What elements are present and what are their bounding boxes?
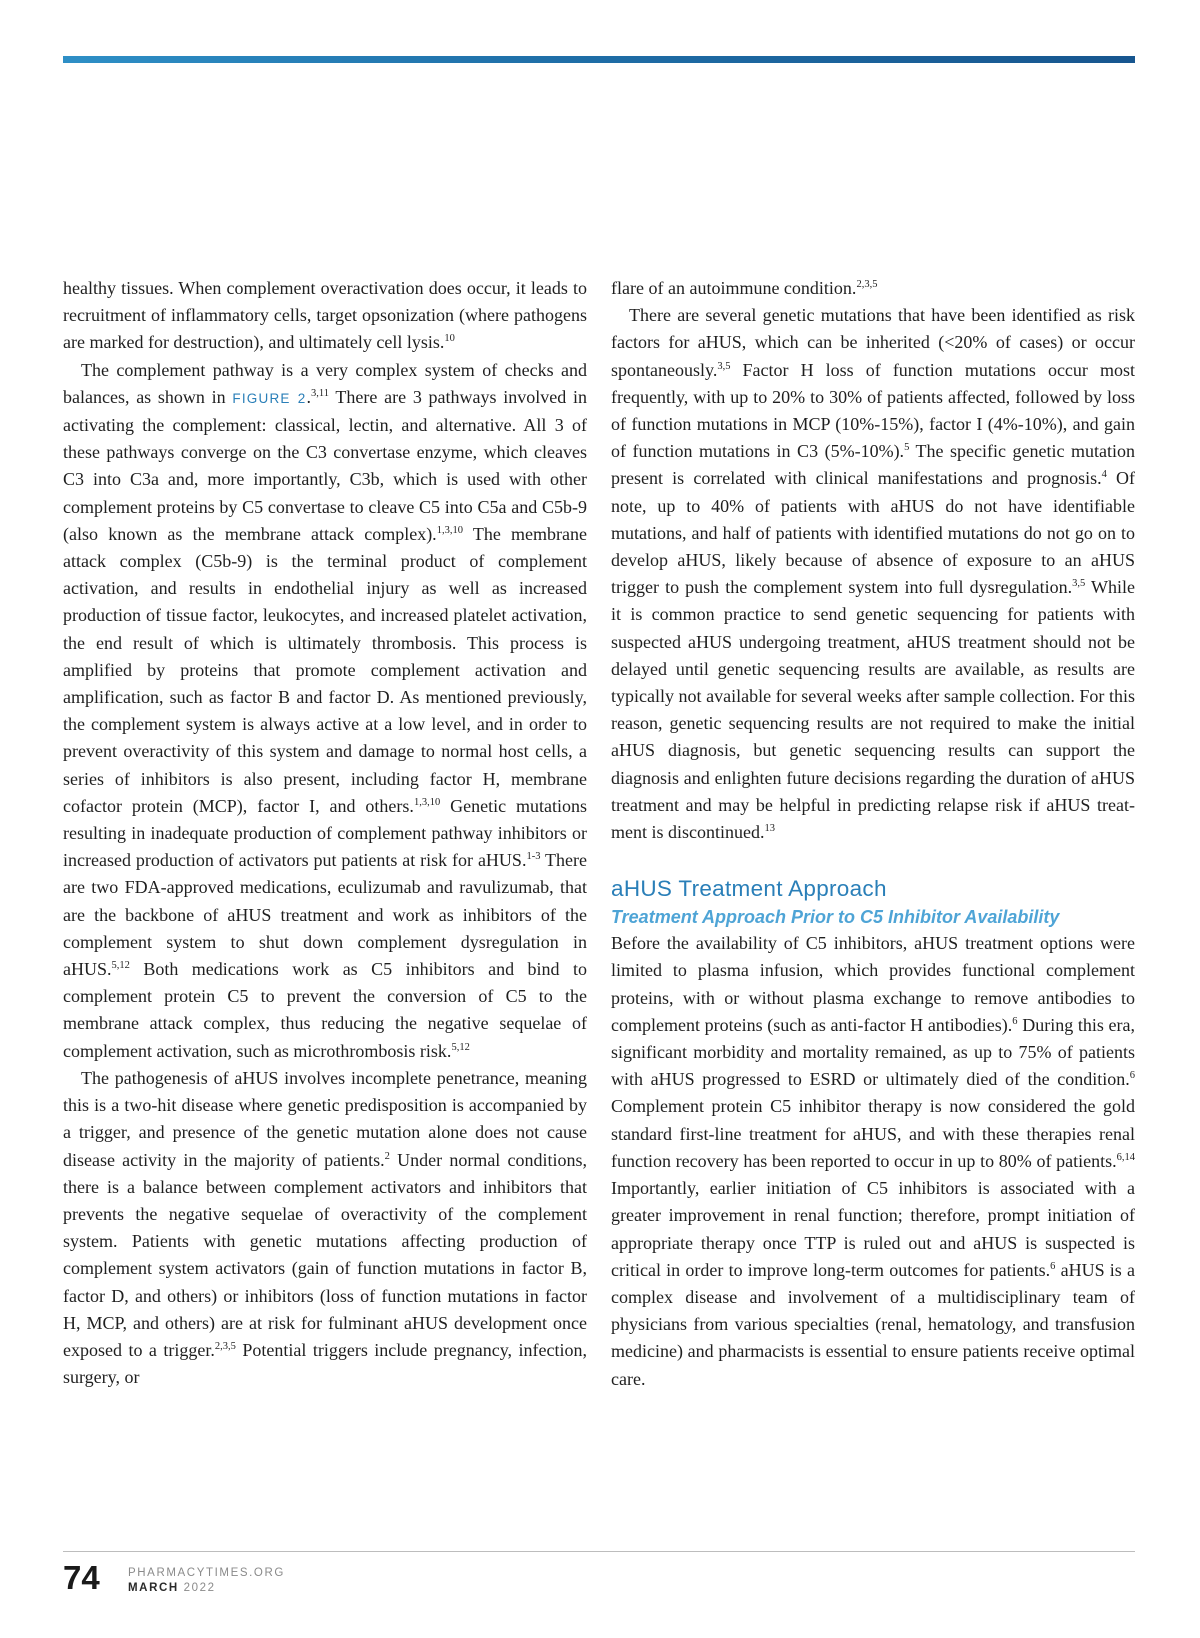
citation: 13 <box>764 823 775 835</box>
left-paragraph-3: The pathogenesis of aHUS involves incomplete penetrance, meaning this is a two-hit disease where genetic predisposition is accompanied by a trigger, and presence of the genetic mutation alone does not cause disease activity in the majority of patients.$^2$ Under normal conditions, there is a balance between complement activators and inhibitors that prevents the negative sequelae of overactivity of the complement system. Patients with genetic mutations affecting production of complement system activators (gain of function mutations in factor B, factor D, and others) or inhibitors (loss of function mutations in factor H, MCP, and others) are at risk for fulminant aHUS development once exposed to a trigger.$^{2,3,5}$ Potential triggers include pregnancy, infection, surgery, or <box>63 1067 588 1388</box>
citation: 5,12 <box>111 960 130 972</box>
citation: 1-3 <box>526 851 541 863</box>
citation: 5 <box>904 442 910 454</box>
citation: 2,3,5 <box>856 279 878 290</box>
figure-2-reference[interactable]: FIGURE 2 <box>232 390 307 406</box>
top-accent-rule <box>63 56 1135 63</box>
citation: 6,14 <box>1116 1151 1135 1163</box>
right-paragraph-1: flare of an autoimmune condition.$^{2,3,5}$ <box>611 278 878 298</box>
section-heading: aHUS Treatment Approach <box>611 876 887 902</box>
issue-date <box>128 1581 285 1596</box>
left-paragraph-1: healthy tissues. When complement overactivation does occur, it leads to recruitment of inflammatory cells, target opsonization (where pathogens are marked for destruction), and ultimately cell lysis.$^{10}$ <box>63 278 587 353</box>
citation: 6 <box>1012 1015 1018 1027</box>
citation: 10 <box>444 333 455 345</box>
citation: 2,3,5 <box>214 1340 236 1352</box>
citation: 3,11 <box>311 387 329 399</box>
issue-month: MARCH <box>128 1582 179 1594</box>
citation: 3,5 <box>717 360 731 372</box>
footer-rule <box>63 1551 1135 1552</box>
sub-heading: Treatment Approach Prior to C5 Inhibitor Availability <box>611 907 1060 928</box>
page-number: 74 <box>63 1559 100 1596</box>
citation: 2 <box>384 1150 390 1162</box>
issue-year: 2022 <box>183 1582 216 1594</box>
left-paragraph-2: The complement pathway is a very complex system of checks and balances, as shown in FIGURE 2.$^{3,11}$ There are 3 pathways involved in activating the complement: classical, lectin, and alternative. All 3 of these pathways converge on the C3 convertase enzyme, which cleaves C3 into C3a and, more importantly, C3b, which is used with other complement proteins by C5 convertase to cleave C5 into C5a and C5b-9 (also known as the membrane attack complex).$^{1,3,10}$ The membrane attack complex (C5b-9) is the terminal product of complement activation, and results in endothelial injury as well as increased production of tissue factor, leukocytes, and increased platelet activation, the end result of which is ultimately thrombosis. This process is amplified by proteins that promote complement activation and amplification, such as factor B and factor D. As mentioned previously, the complement system is always active at a low level, and in order to prevent overactivity of this system and damage to normal host cells, a series of inhibitors is also present, including factor H, membrane cofactor protein (MCP), factor I, and others.$^{1,3,10}$ Genetic mutations resulting in inadequate production of complement pathway inhibitors or increased production of activators put patients at risk for aHUS.$^{1-3}$ There are two FDA-approved medications, eculizumab and ravulizumab, that are the backbone of aHUS treatment and work as inhibitors of the complement system to shut down complement dysregulation in aHUS.$^{5,12}$ Both medications work as C5 inhibitors and bind to complement protein C5 to prevent the conversion of C5 to the membrane attack complex, thus reducing the negative sequelae of complement activation, such as microthrombosis risk.$^{5,12}$ <box>63 359 587 1061</box>
citation: 6 <box>1129 1070 1135 1082</box>
citation: 1,3,10 <box>436 524 463 536</box>
citation: 5,12 <box>451 1041 470 1053</box>
citation: 1,3,10 <box>413 796 441 808</box>
publication-footer <box>128 1566 285 1596</box>
left-column <box>63 275 587 1391</box>
site-url[interactable]: PHARMACYTIMES.ORG <box>128 1567 285 1579</box>
right-column <box>611 275 1135 1393</box>
right-paragraph-3: Before the availability of C5 inhibitors, aHUS treatment options were limited to plasma infusion, which provides functional complement proteins, with or without plasma exchange to remove antibodies to complement proteins (such as anti-factor H antibodies).$^6$ During this era, significant morbidity and mortality remained, as up to 75% of patients with aHUS progressed to ESRD or ultimately died of the condition.$^6$ Complement protein C5 inhibitor therapy is now considered the gold standard first-line treatment for aHUS, and with these therapies renal function recovery has been reported to occur in up to 80% of patients.$^{6,14}$ Importantly, earlier initiation of C5 inhibitors is associated with a greater improvement in renal function; therefore, prompt initiation of appropriate therapy once TTP is ruled out and aHUS is suspected is critical in order to improve long-term outcomes for patients.$^6$ aHUS is a complex disease and involvement of a multidisciplinary team of physicians from various specialties (renal, hematology, and transfusion medicine) and pharmacists is essential to ensure patients receive optimal care. <box>611 933 1136 1389</box>
citation: 4 <box>1101 469 1107 481</box>
citation: 3,5 <box>1072 578 1086 590</box>
citation: 6 <box>1050 1260 1056 1272</box>
right-paragraph-2: There are several genetic mutations that have been identified as risk factors for aHUS, which can be inherited (<20% of cases) or occur spontaneously.$^{3,5}$ Factor H loss of function mutations occur most frequently, with up to 20% to 30% of patients affected, followed by loss of function mutations in MCP (10%-15%), factor I (4%-10%), and gain of function mutations in C3 (5%-10%).$^5$ The specific genetic mutation present is correlated with clinical manifestations and prognosis.$^4$ Of note, up to 40% of patients with aHUS do not have identifiable mutations, and half of patients with identified mutations do not go on to develop aHUS, likely because of absence of exposure to an aHUS trigger to push the complement system into full dysregulation.$^{3,5}$ While it is common practice to send genetic sequencing for patients with suspected aHUS undergoing treatment, aHUS treatment should not be delayed until genetic sequencing results are available, as results are typically not available for several weeks after sample collection. For this reason, genetic sequencing results are not required to make the initial aHUS diagnosis, but genetic sequencing results can support the diagnosis and enlighten future decisions regarding the duration of aHUS treatment and may be helpful in predicting relapse risk if aHUS treatment is discontinued.$^{13}$ <box>611 305 1135 843</box>
